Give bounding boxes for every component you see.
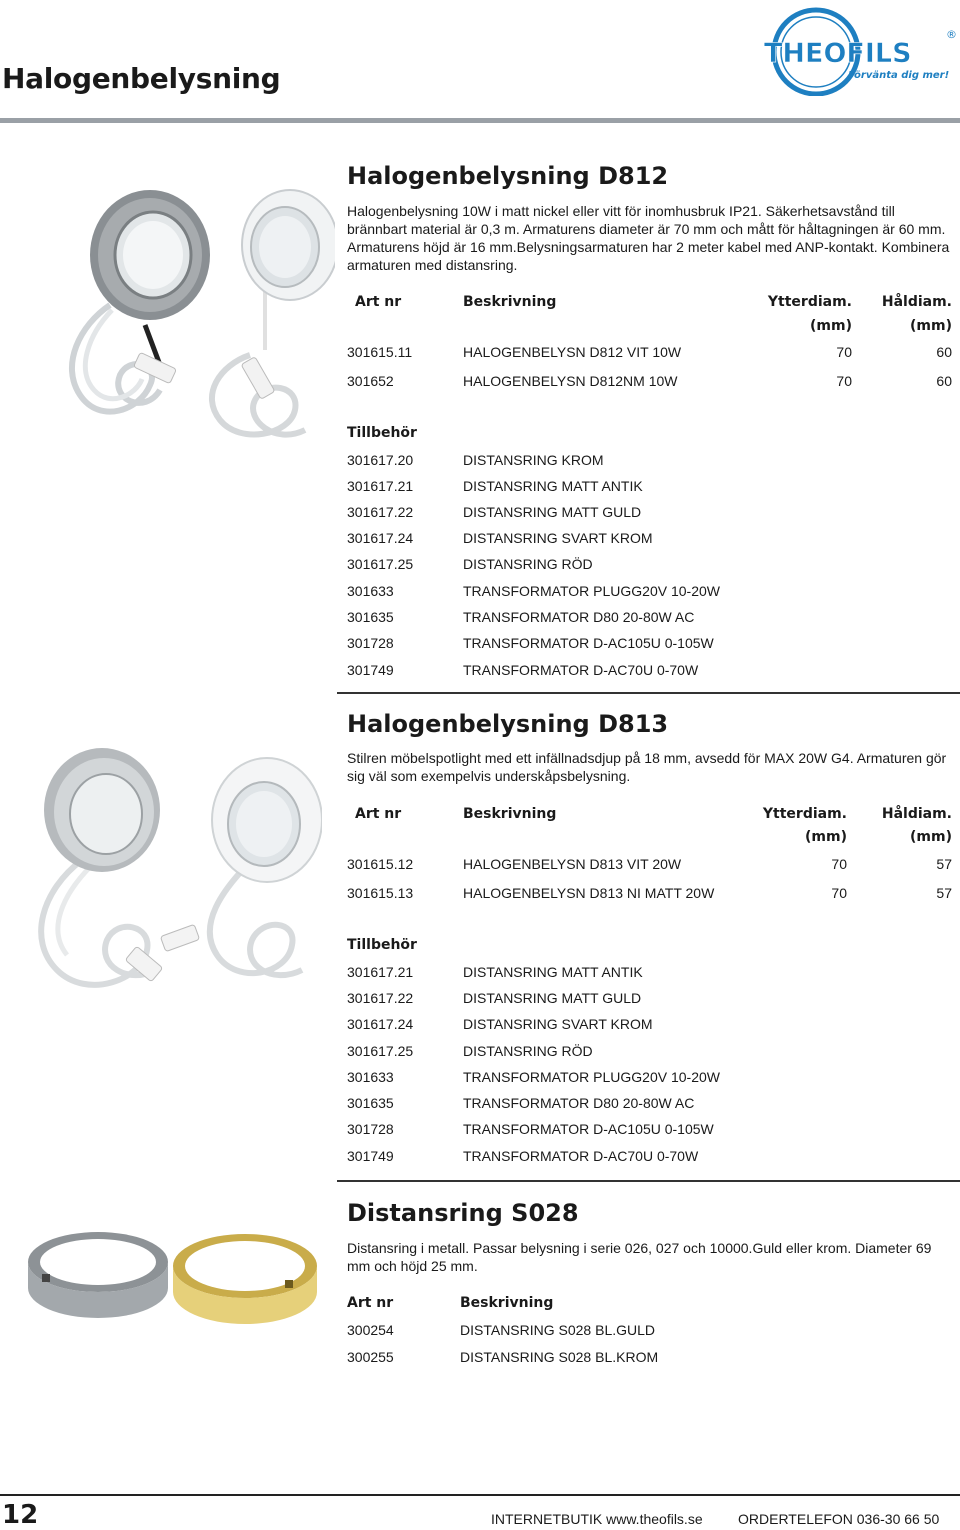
- accessory-desc: TRANSFORMATOR PLUGG20V 10-20W: [463, 583, 720, 599]
- footer-order-phone: ORDERTELEFON 036-30 66 50: [738, 1511, 940, 1527]
- accessory-art: 301617.22: [347, 990, 414, 1006]
- s028-header-art: Art nr: [347, 1295, 394, 1311]
- accessory-art: 301617.24: [347, 1016, 414, 1032]
- art-number: 301615.12: [347, 856, 414, 872]
- accessory-desc: TRANSFORMATOR D-AC70U 0-70W: [463, 1148, 699, 1164]
- d813-header-desc: Beskrivning: [463, 806, 557, 822]
- art-number: 301615.11: [347, 344, 413, 360]
- s028-title: Distansring S028: [347, 1199, 579, 1227]
- d813-accessories-title: Tillbehör: [347, 937, 417, 953]
- hole-diameter: 60: [936, 373, 952, 389]
- outer-diameter: 70: [836, 373, 852, 389]
- product-description: HALOGENBELYSN D812 VIT 10W: [463, 344, 682, 360]
- accessory-desc: DISTANSRING RÖD: [463, 556, 593, 572]
- d812-header-outer: Ytterdiam.: [767, 294, 852, 310]
- accessory-art: 301749: [347, 1148, 394, 1164]
- s028-header-desc: Beskrivning: [460, 1295, 554, 1311]
- section-divider: [337, 692, 960, 694]
- outer-diameter: 70: [831, 856, 847, 872]
- logo-emblem: [758, 6, 958, 96]
- product-description: DISTANSRING S028 BL.KROM: [460, 1349, 659, 1365]
- accessory-art: 301617.22: [347, 504, 414, 520]
- accessory-art: 301728: [347, 1121, 394, 1137]
- art-number: 301652: [347, 373, 394, 389]
- d813-header-hole: Håldiam.: [881, 806, 952, 822]
- accessory-desc: TRANSFORMATOR D-AC105U 0-105W: [463, 1121, 714, 1137]
- product-description: DISTANSRING S028 BL.GULD: [460, 1322, 656, 1338]
- d812-description: Halogenbelysning 10W i matt nickel eller vitt för inomhusbruk IP21. Säkerhetsavstånd till brännbart material är 0,3 m. Armaturens diameter är 70 mm och mått för håltagningen är 60 mm. Armaturens höjd är 16 mm.Belysningsarmaturen har 2 meter kabel med ANP-kontakt. Kombinera armaturen med distansring.: [347, 203, 950, 273]
- d812-header-hole: Håldiam.: [881, 294, 952, 310]
- product-description: HALOGENBELYSN D813 NI MATT 20W: [463, 885, 715, 901]
- d812-header-art: Art nr: [355, 294, 402, 310]
- d813-header-hole-unit: (mm): [910, 829, 952, 845]
- accessory-desc: TRANSFORMATOR D-AC105U 0-105W: [463, 635, 714, 651]
- accessory-art: 301617.24: [347, 530, 414, 546]
- product-description: HALOGENBELYSN D812NM 10W: [463, 373, 678, 389]
- d812-title: Halogenbelysning D812: [347, 162, 669, 190]
- s028-description: Distansring i metall. Passar belysning i serie 026, 027 och 10000.Guld eller krom. Diameter 69 mm och höjd 25 mm.: [347, 1240, 932, 1274]
- art-number: 300255: [347, 1349, 394, 1365]
- footer-rule: [0, 1494, 960, 1496]
- accessory-art: 301633: [347, 1069, 394, 1085]
- s028-product-image: [20, 1210, 340, 1340]
- accessory-desc: DISTANSRING MATT ANTIK: [463, 964, 643, 980]
- d813-header-outer-unit: (mm): [805, 829, 847, 845]
- d812-header-hole-unit: (mm): [910, 318, 952, 334]
- d812-header-desc: Beskrivning: [463, 294, 557, 310]
- accessory-desc: DISTANSRING SVART KROM: [463, 1016, 653, 1032]
- accessory-art: 301728: [347, 635, 394, 651]
- logo-tagline: Förvänta dig mer!: [848, 70, 950, 81]
- d813-product-image: [22, 740, 322, 1030]
- theofils-logo[interactable]: [758, 6, 958, 96]
- accessory-desc: DISTANSRING MATT GULD: [463, 990, 642, 1006]
- hole-diameter: 57: [936, 856, 952, 872]
- accessory-art: 301635: [347, 1095, 394, 1111]
- accessory-desc: DISTANSRING KROM: [463, 452, 604, 468]
- accessory-art: 301617.21: [347, 478, 414, 494]
- registered-mark: ®: [946, 28, 957, 41]
- accessory-desc: DISTANSRING RÖD: [463, 1043, 593, 1059]
- accessory-art: 301617.25: [347, 556, 414, 572]
- outer-diameter: 70: [836, 344, 852, 360]
- logo-brand: THEOFILS: [764, 38, 912, 69]
- accessory-desc: TRANSFORMATOR D80 20-80W AC: [463, 609, 695, 625]
- accessory-art: 301617.21: [347, 964, 414, 980]
- accessory-art: 301617.25: [347, 1043, 414, 1059]
- accessory-art: 301633: [347, 583, 394, 599]
- d813-description: Stilren möbelspotlight med ett infällnadsdjup på 18 mm, avsedd för MAX 20W G4. Armaturen gör sig väl som exempelvis underskåpsbelysning.: [347, 750, 947, 784]
- product-description: HALOGENBELYSN D813 VIT 20W: [463, 856, 682, 872]
- accessory-desc: DISTANSRING MATT GULD: [463, 504, 642, 520]
- accessory-desc: DISTANSRING SVART KROM: [463, 530, 653, 546]
- art-number: 300254: [347, 1322, 394, 1338]
- accessory-desc: TRANSFORMATOR D-AC70U 0-70W: [463, 662, 699, 678]
- accessory-art: 301617.20: [347, 452, 414, 468]
- accessory-art: 301749: [347, 662, 394, 678]
- accessory-desc: DISTANSRING MATT ANTIK: [463, 478, 643, 494]
- art-number: 301615.13: [347, 885, 414, 901]
- accessory-desc: TRANSFORMATOR PLUGG20V 10-20W: [463, 1069, 720, 1085]
- accessory-art: 301635: [347, 609, 394, 625]
- header-rule: [0, 118, 960, 123]
- d812-product-image: [50, 175, 335, 465]
- hole-diameter: 60: [936, 344, 952, 360]
- d813-title: Halogenbelysning D813: [347, 710, 669, 738]
- accessory-desc: TRANSFORMATOR D80 20-80W AC: [463, 1095, 695, 1111]
- outer-diameter: 70: [831, 885, 847, 901]
- hole-diameter: 57: [936, 885, 952, 901]
- page-title: Halogenbelysning: [2, 62, 281, 95]
- d813-header-outer: Ytterdiam.: [762, 806, 847, 822]
- d812-header-outer-unit: (mm): [810, 318, 852, 334]
- d813-header-art: Art nr: [355, 806, 402, 822]
- footer-shop-link[interactable]: INTERNETBUTIK www.theofils.se: [491, 1511, 703, 1527]
- page-number: 12: [2, 1500, 39, 1530]
- section-divider: [337, 1180, 960, 1182]
- d812-accessories-title: Tillbehör: [347, 425, 417, 441]
